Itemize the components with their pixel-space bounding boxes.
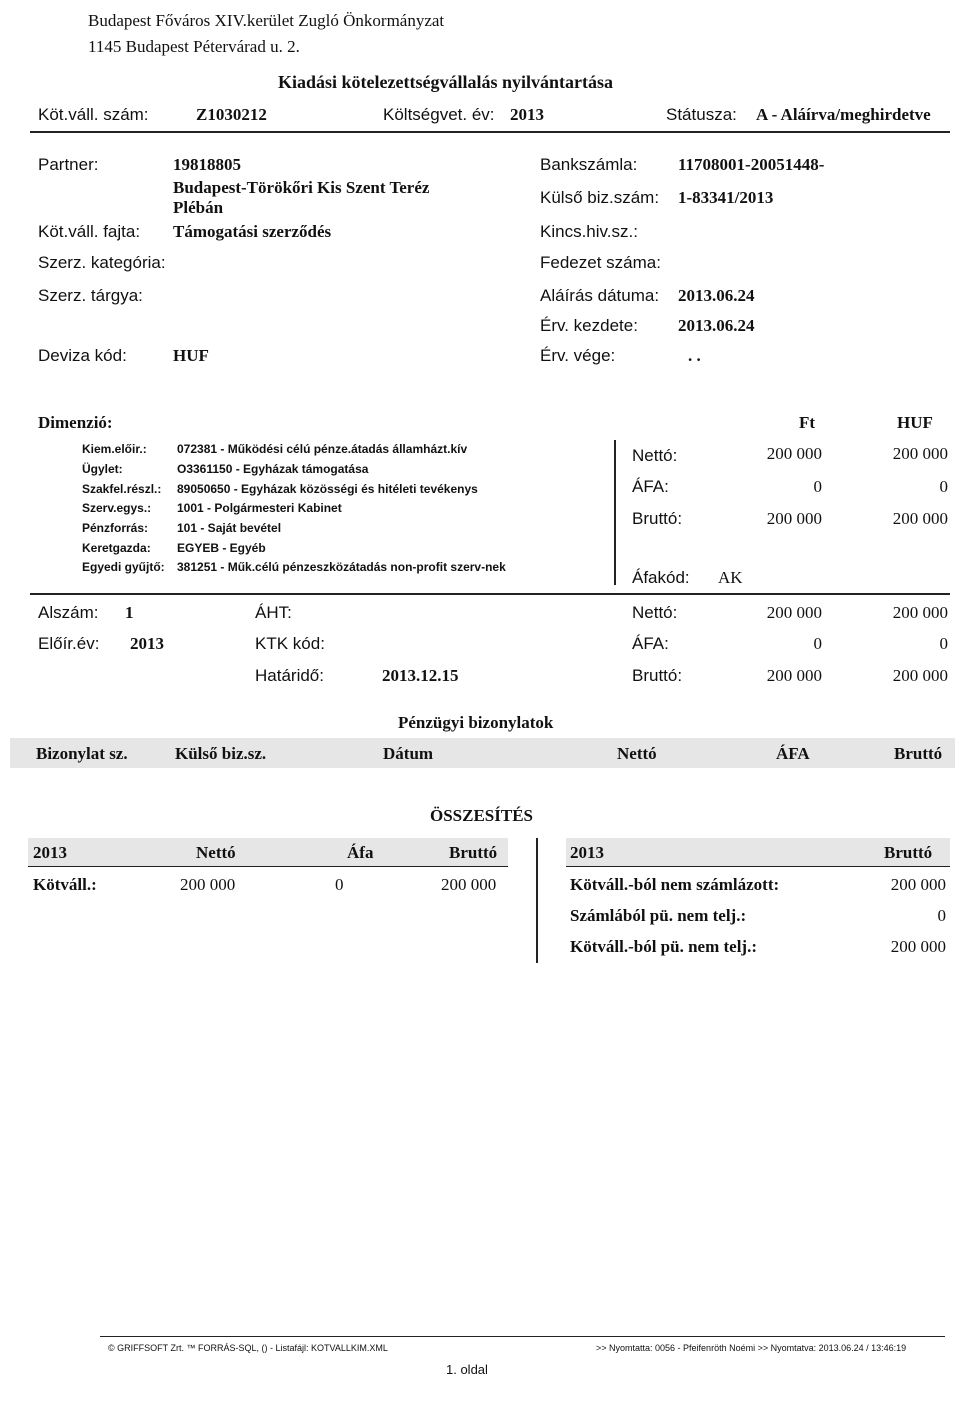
partner-label: Partner: <box>38 155 99 174</box>
left-h-brutto: Bruttó <box>449 843 498 862</box>
dim-value: 89050650 - Egyházak közösségi és hitéleti tevékenys <box>177 482 478 496</box>
kulso-biz-label: Külső biz.szám: <box>540 188 660 207</box>
brutto-label: Bruttó: <box>632 509 683 528</box>
alszam-brutto-label: Bruttó: <box>632 666 683 685</box>
status-label: Státusza: <box>666 105 737 124</box>
right-row-value: 200 000 <box>890 875 946 894</box>
partner-name: Budapest-Törökőri Kis Szent Teréz <box>173 178 430 197</box>
deviza-label: Deviza kód: <box>38 346 127 365</box>
alszam-netto-label: Nettó: <box>632 603 678 622</box>
afa-label: ÁFA: <box>632 477 669 496</box>
afakod-label: Áfakód: <box>632 568 690 587</box>
dim-label: Kiem.előir.: <box>82 442 147 456</box>
vertical-divider <box>614 440 616 585</box>
org-name: Budapest Főváros XIV.kerület Zugló Önkormányzat <box>88 11 445 30</box>
alszam-netto-ft: 200 000 <box>766 603 822 622</box>
right-h-brutto: Bruttó <box>884 843 933 862</box>
dim-value: 072381 - Működési célú pénze.átadás államházt.kív <box>177 442 468 456</box>
right-row-label: Kötváll.-ból pü. nem telj.: <box>570 937 757 956</box>
left-brutto-value: 200 000 <box>441 875 497 894</box>
divider <box>30 593 950 595</box>
alszam-afa-label: ÁFA: <box>632 634 669 653</box>
col-brutto: Bruttó <box>894 744 943 763</box>
targya-label: Szerz. tárgya: <box>38 286 143 305</box>
dim-value: EGYEB - Egyéb <box>177 541 266 555</box>
fedezet-label: Fedezet száma: <box>540 253 661 272</box>
alairas-label: Aláírás dátuma: <box>540 286 660 305</box>
alszam-afa-ft: 0 <box>813 634 822 653</box>
left-row-label: Kötváll.: <box>33 875 97 894</box>
netto-huf: 200 000 <box>892 444 948 463</box>
left-netto-value: 200 000 <box>180 875 236 894</box>
afa-ft: 0 <box>813 477 822 496</box>
right-year: 2013 <box>570 843 604 862</box>
hatarido-label: Határidő: <box>255 666 324 685</box>
dim-value: 101 - Saját bevétel <box>177 521 282 535</box>
page-number: 1. oldal <box>446 1362 488 1377</box>
divider <box>28 866 508 867</box>
hatarido-value: 2013.12.15 <box>382 666 459 685</box>
alszam-afa-huf: 0 <box>939 634 948 653</box>
left-h-afa: Áfa <box>347 843 374 862</box>
dim-value: O3361150 - Egyházak támogatása <box>177 462 369 476</box>
footer-left: © GRIFFSOFT Zrt. ™ FORRÁS-SQL, () - Listafájl: KOTVALLKIM.XML <box>108 1343 388 1353</box>
org-address: 1145 Budapest Pétervárad u. 2. <box>88 37 300 56</box>
dim-value: 381251 - Műk.célú pénzeszközátadás non-profit szerv-nek <box>177 560 506 574</box>
divider <box>30 131 950 133</box>
koltsegvet-value: 2013 <box>510 105 544 124</box>
netto-label: Nettó: <box>632 446 678 465</box>
partner-name-2: Plébán <box>173 198 224 217</box>
kotvall-value: Z1030212 <box>196 105 267 124</box>
alszam-brutto-huf: 200 000 <box>892 666 948 685</box>
status-value: A - Aláírva/meghirdetve <box>756 105 931 124</box>
dim-value: 1001 - Polgármesteri Kabinet <box>177 501 342 515</box>
dimenzio-title: Dimenzió: <box>38 413 113 432</box>
erv-vege-label: Érv. vége: <box>540 346 616 365</box>
alszam-netto-huf: 200 000 <box>892 603 948 622</box>
right-row-value: 200 000 <box>890 937 946 956</box>
erv-kezdete-label: Érv. kezdete: <box>540 316 638 335</box>
osszesites-title: ÖSSZESÍTÉS <box>430 806 534 825</box>
dim-label: Pénzforrás: <box>82 521 149 535</box>
penzugyi-header-bg <box>10 738 955 768</box>
afa-huf: 0 <box>939 477 948 496</box>
erv-vege-value: . . <box>688 346 701 365</box>
fajta-value: Támogatási szerződés <box>173 222 332 241</box>
footer-right: >> Nyomtatta: 0056 - Pfeifenröth Noémi >> Nyomtatva: 2013.06.24 / 13:46:19 <box>596 1343 907 1353</box>
brutto-huf: 200 000 <box>892 509 948 528</box>
right-row-label: Kötváll.-ból nem számlázott: <box>570 875 780 894</box>
netto-ft: 200 000 <box>766 444 822 463</box>
brutto-ft: 200 000 <box>766 509 822 528</box>
kotvall-label: Köt.váll. szám: <box>38 105 149 124</box>
kategoria-label: Szerz. kategória: <box>38 253 166 272</box>
ktk-label: KTK kód: <box>255 634 325 653</box>
partner-id: 19818805 <box>173 155 241 174</box>
left-year: 2013 <box>33 843 67 862</box>
deviza-value: HUF <box>173 346 209 365</box>
left-h-netto: Nettó <box>196 843 236 862</box>
kincs-label: Kincs.hiv.sz.: <box>540 222 638 241</box>
penzugyi-title: Pénzügyi bizonylatok <box>398 713 554 732</box>
left-afa-value: 0 <box>335 875 344 894</box>
dim-label: Ügylet: <box>82 462 123 476</box>
col-bizonylat: Bizonylat sz. <box>36 744 128 763</box>
page-title: Kiadási kötelezettségvállalás nyilvántartása <box>278 72 613 92</box>
aht-label: ÁHT: <box>255 603 292 622</box>
osszesites-left-header-bg <box>28 838 508 866</box>
right-row-label: Számlából pü. nem telj.: <box>570 906 747 925</box>
col-huf-header: HUF <box>897 413 933 432</box>
afakod-value: AK <box>718 568 743 587</box>
right-row-value: 0 <box>937 906 946 925</box>
dim-label: Egyedi gyűjtő: <box>82 560 165 574</box>
col-datum: Dátum <box>383 744 434 763</box>
col-netto: Nettó <box>617 744 657 763</box>
kulso-biz-value: 1-83341/2013 <box>678 188 774 207</box>
eloir-value: 2013 <box>130 634 164 653</box>
koltsegvet-label: Költségvet. év: <box>383 105 495 124</box>
divider <box>566 866 950 867</box>
col-afa: ÁFA <box>776 744 810 763</box>
col-kulso-biz: Külső biz.sz. <box>175 744 267 763</box>
alairas-value: 2013.06.24 <box>678 286 755 305</box>
col-ft-header: Ft <box>799 413 816 432</box>
bankszamla-label: Bankszámla: <box>540 155 638 174</box>
footer-divider <box>100 1336 945 1337</box>
vertical-divider <box>536 838 538 963</box>
alszam-label: Alszám: <box>38 603 99 622</box>
fajta-label: Köt.váll. fajta: <box>38 222 141 241</box>
alszam-value: 1 <box>125 603 134 622</box>
dim-label: Keretgazda: <box>82 541 151 555</box>
dim-label: Szakfel.részl.: <box>82 482 162 496</box>
alszam-brutto-ft: 200 000 <box>766 666 822 685</box>
eloir-label: Előír.év: <box>38 634 100 653</box>
dim-label: Szerv.egys.: <box>82 501 152 515</box>
erv-kezdete-value: 2013.06.24 <box>678 316 755 335</box>
bankszamla-value: 11708001-20051448- <box>678 155 825 174</box>
